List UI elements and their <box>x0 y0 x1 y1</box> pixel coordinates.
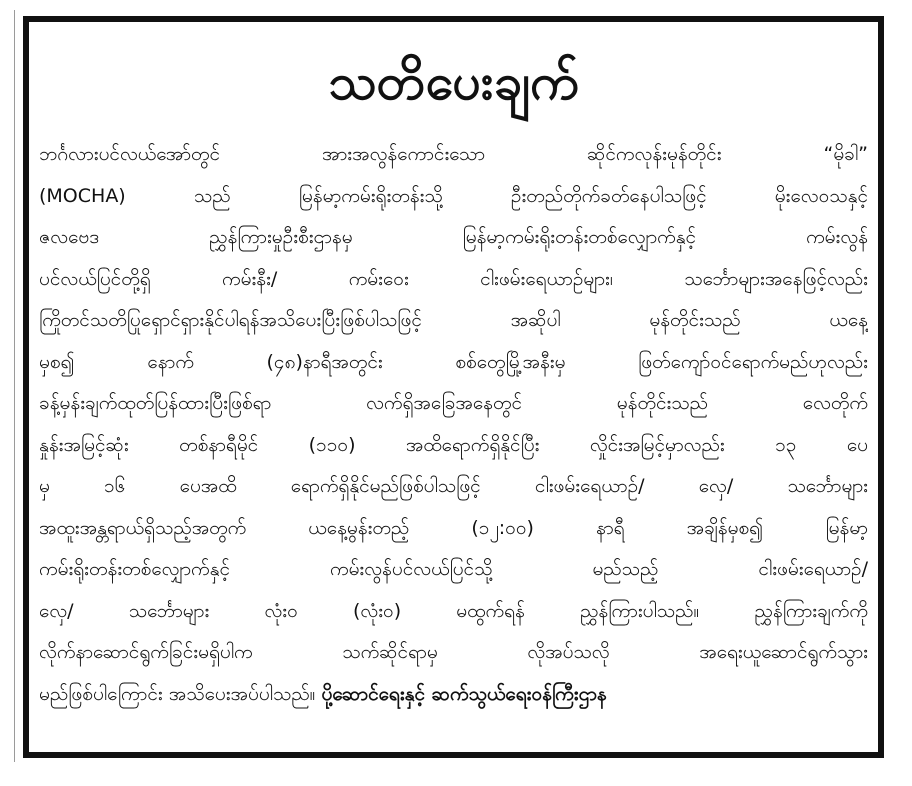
ministry-signature: ပို့ဆောင်ရေးနှင့် ဆက်သွယ်ရေးဝန်ကြီးဌာန <box>321 682 607 705</box>
notice-last-line <box>39 674 868 716</box>
notice-line: (MOCHA) သည် မြန်မာ့ကမ်းရိုးတန်းသို့ ဦးတည်တိုက်ခတ်နေပါသဖြင့် မိုးလေဝသနှင့် <box>39 184 868 207</box>
notice-line: ဘင်္ဂလားပင်လယ်အော်တွင် အားအလွန်ကောင်းသော ဆိုင်ကလုန်းမုန်တိုင်း “မိုခါ” <box>39 143 868 165</box>
notice-box <box>23 16 884 758</box>
notice-closing-text: မည်ဖြစ်ပါကြောင်း အသိပေးအပ်ပါသည်။ <box>39 682 316 705</box>
notice-line: လိုက်နာဆောင်ရွက်ခြင်းမရှိပါက သက်ဆိုင်ရာမှ လိုအပ်သလို အရေးယူဆောင်ရွက်သွား <box>39 641 868 663</box>
notice-line: ဇလဗေဒ ညွှန်ကြားမှုဦးစီးဌာနမှ မြန်မာ့ကမ်းရိုးတန်းတစ်လျှောက်နှင့် ကမ်းလွန် <box>39 226 868 248</box>
notice-body <box>39 134 868 715</box>
notice-line: နှုန်းအမြင့်ဆုံး တစ်နာရီမိုင် (၁၁၀) အထိရောက်ရှိနိုင်ပြီး လှိုင်းအမြင့်မှာလည်း ၁၃ ပေ <box>39 433 868 456</box>
notice-line: ကြိုတင်သတိပြုရှောင်ရှားနိုင်ပါရန်အသိပေးပြီးဖြစ်ပါသဖြင့် အဆိုပါ မုန်တိုင်းသည် ယနေ့ <box>39 309 868 331</box>
notice-line: အထူးအန္တရာယ်ရှိသည့်အတွက် ယနေ့မွန်းတည့် (၁၂:၀၀) နာရီ အချိန်မှစ၍ မြန်မာ့ <box>39 516 868 539</box>
notice-line: လှေ/ သင်္ဘောများ လုံးဝ (လုံးဝ) မထွက်ရန် ညွှန်ကြားပါသည်။ ညွှန်ကြားချက်ကို <box>39 599 868 622</box>
notice-line: ကမ်းရိုးတန်းတစ်လျှောက်နှင့် ကမ်းလွန်ပင်လယ်ပြင်သို့ မည်သည့် ငါးဖမ်းရေယာဉ်/ <box>39 558 868 580</box>
notice-line: မှစ၍ နောက် (၄၈)နာရီအတွင်း စစ်တွေမြို့အနီးမှ ဖြတ်ကျော်ဝင်ရောက်မည်ဟုလည်း <box>39 350 868 373</box>
notice-title: သတိပေးချက် <box>328 53 579 111</box>
notice-line: ခန့်မှန်းချက်ထုတ်ပြန်ထားပြီးဖြစ်ရာ လက်ရှိအခြေအနေတွင် မုန်တိုင်းသည် လေတိုက် <box>39 392 868 414</box>
notice-line: မှ ၁၆ ပေအထိ ရောက်ရှိနိုင်မည်ဖြစ်ပါသဖြင့် ငါးဖမ်းရေယာဉ်/ လှေ/ သင်္ဘောများ <box>39 475 868 497</box>
page-edge-rule <box>14 10 15 762</box>
notice-line: ပင်လယ်ပြင်တို့ရှိ ကမ်းနီး/ ကမ်းဝေး ငါးဖမ်းရေယာဉ်များ၊ သင်္ဘောများအနေဖြင့်လည်း <box>39 267 868 290</box>
